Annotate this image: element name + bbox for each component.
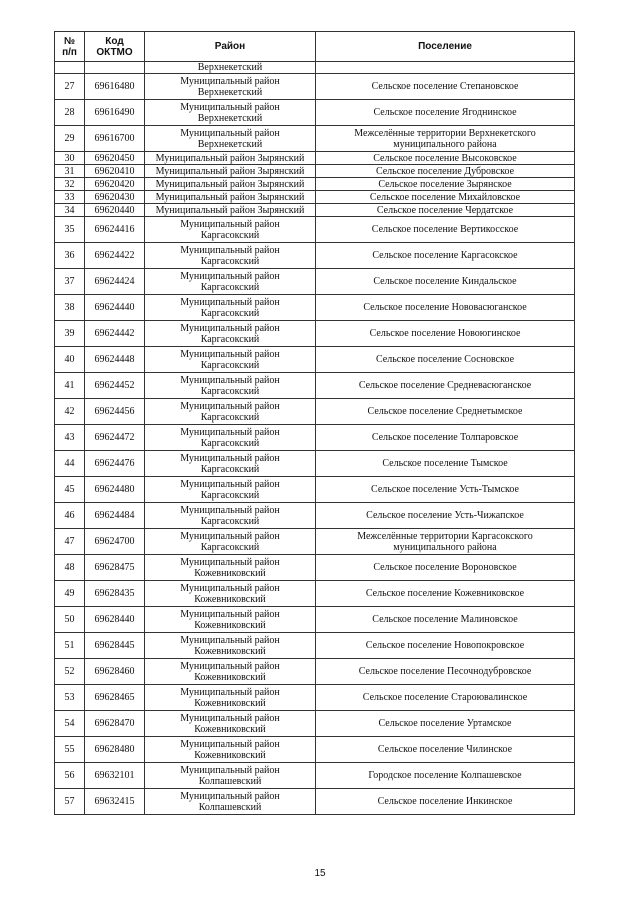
cell-code: 69628460 (85, 659, 145, 685)
cell-district: Муниципальный район Зырянский (145, 191, 316, 204)
cell-num: 39 (55, 321, 85, 347)
cell-settlement: Сельское поселение Дубровское (316, 165, 575, 178)
cell-code: 69628480 (85, 737, 145, 763)
cell-district: Муниципальный район Зырянский (145, 152, 316, 165)
table-row (55, 503, 575, 529)
cell-code: 69624456 (85, 399, 145, 425)
cell-num: 47 (55, 529, 85, 555)
cell-settlement: Сельское поселение Среднетымское (316, 399, 575, 425)
cell-code: 69624416 (85, 217, 145, 243)
table-row (55, 529, 575, 555)
cell-district: Муниципальный район Верхнекетский (145, 74, 316, 100)
table-row (55, 217, 575, 243)
cell-district: Муниципальный район Каргасокский (145, 321, 316, 347)
cell-settlement: Сельское поселение Степановское (316, 74, 575, 100)
cell-district: Муниципальный район Колпашевский (145, 789, 316, 815)
cell-code: 69624422 (85, 243, 145, 269)
cell-settlement: Городское поселение Колпашевское (316, 763, 575, 789)
table-row (55, 581, 575, 607)
cell-settlement: Сельское поселение Каргасокское (316, 243, 575, 269)
cell-num: 30 (55, 152, 85, 165)
cell-code: 69620430 (85, 191, 145, 204)
header-code: Код ОКТМО (85, 32, 145, 62)
cell-settlement: Сельское поселение Песочнодубровское (316, 659, 575, 685)
cell-code: 69624484 (85, 503, 145, 529)
cell-code: 69624476 (85, 451, 145, 477)
cell-num: 36 (55, 243, 85, 269)
table-row (55, 152, 575, 165)
cell-num: 34 (55, 204, 85, 217)
cell-district: Муниципальный район Каргасокский (145, 295, 316, 321)
cell-num: 41 (55, 373, 85, 399)
table-row (55, 477, 575, 503)
cell-code: 69616480 (85, 74, 145, 100)
cell-settlement: Сельское поселение Усть-Чижапское (316, 503, 575, 529)
cell-num: 29 (55, 126, 85, 152)
cell-code: 69624448 (85, 347, 145, 373)
cell-num: 42 (55, 399, 85, 425)
cell-district: Муниципальный район Каргасокский (145, 451, 316, 477)
cell-district: Муниципальный район Кожевниковский (145, 581, 316, 607)
cell-settlement: Сельское поселение Новопокровское (316, 633, 575, 659)
cell-num: 32 (55, 178, 85, 191)
cell-district: Муниципальный район Колпашевский (145, 763, 316, 789)
cell-district: Муниципальный район Зырянский (145, 178, 316, 191)
cell-district: Муниципальный район Кожевниковский (145, 711, 316, 737)
cell-settlement: Сельское поселение Зырянское (316, 178, 575, 191)
cell-district: Муниципальный район Каргасокский (145, 477, 316, 503)
cell-code: 69620410 (85, 165, 145, 178)
cell-code: 69628475 (85, 555, 145, 581)
cell-settlement: Сельское поселение Вертикосское (316, 217, 575, 243)
cell-settlement: Сельское поселение Чилинское (316, 737, 575, 763)
table-row (55, 763, 575, 789)
cell-settlement: Межселённые территории Верхнекетского муниципального района (316, 126, 575, 152)
table-row (55, 633, 575, 659)
cell-district: Муниципальный район Каргасокский (145, 503, 316, 529)
table-row (55, 126, 575, 152)
cell-settlement: Сельское поселение Тымское (316, 451, 575, 477)
cell-code: 69616700 (85, 126, 145, 152)
table-row (55, 451, 575, 477)
cell-settlement: Межселённые территории Каргасокского муниципального района (316, 529, 575, 555)
cell-code: 69624480 (85, 477, 145, 503)
table-row (55, 204, 575, 217)
cell-district: Муниципальный район Кожевниковский (145, 633, 316, 659)
table-row (55, 737, 575, 763)
table-row (55, 295, 575, 321)
cell-code: 69624700 (85, 529, 145, 555)
cell-district: Муниципальный район Каргасокский (145, 269, 316, 295)
cell-code: 69632101 (85, 763, 145, 789)
cell-district: Муниципальный район Каргасокский (145, 373, 316, 399)
table-row (55, 425, 575, 451)
cell-district: Муниципальный район Каргасокский (145, 529, 316, 555)
table-row (55, 321, 575, 347)
cell-district: Муниципальный район Каргасокский (145, 347, 316, 373)
cell-num: 52 (55, 659, 85, 685)
cell-num: 46 (55, 503, 85, 529)
page-number: 15 (314, 868, 326, 879)
table-row (55, 100, 575, 126)
table-row (55, 347, 575, 373)
table-row-continued (55, 62, 575, 74)
cell-code: 69628440 (85, 607, 145, 633)
cell-settlement: Сельское поселение Малиновское (316, 607, 575, 633)
cell-settlement: Сельское поселение Вороновское (316, 555, 575, 581)
cell-num: 50 (55, 607, 85, 633)
cell-code: 69628470 (85, 711, 145, 737)
table-row (55, 607, 575, 633)
table-row (55, 269, 575, 295)
cell-settlement: Сельское поселение Чердатское (316, 204, 575, 217)
table-row (55, 165, 575, 178)
cell-num: 43 (55, 425, 85, 451)
table-row (55, 74, 575, 100)
cell-settlement: Сельское поселение Сосновское (316, 347, 575, 373)
cell-settlement: Сельское поселение Усть-Тымское (316, 477, 575, 503)
cell-district: Муниципальный район Каргасокский (145, 217, 316, 243)
cell-num: 57 (55, 789, 85, 815)
table-row (55, 243, 575, 269)
cell-code: 69624472 (85, 425, 145, 451)
cell-settlement: Сельское поселение Толпаровское (316, 425, 575, 451)
cell-num (55, 62, 85, 74)
cell-code: 69624440 (85, 295, 145, 321)
cell-district: Муниципальный район Каргасокский (145, 243, 316, 269)
cell-settlement: Сельское поселение Михайловское (316, 191, 575, 204)
cell-num: 49 (55, 581, 85, 607)
cell-district: Верхнекетский (145, 62, 316, 74)
cell-code: 69620420 (85, 178, 145, 191)
oktmo-table (54, 31, 575, 815)
cell-district: Муниципальный район Каргасокский (145, 399, 316, 425)
table-row (55, 373, 575, 399)
cell-num: 37 (55, 269, 85, 295)
cell-num: 28 (55, 100, 85, 126)
header-num: № п/п (55, 32, 85, 62)
cell-district: Муниципальный район Кожевниковский (145, 607, 316, 633)
header-settlement: Поселение (316, 32, 575, 62)
cell-settlement: Сельское поселение Ягоднинское (316, 100, 575, 126)
table-body (55, 62, 575, 815)
cell-code: 69628465 (85, 685, 145, 711)
cell-settlement: Сельское поселение Новоюгинское (316, 321, 575, 347)
table-row (55, 659, 575, 685)
cell-code: 69616490 (85, 100, 145, 126)
cell-code: 69624442 (85, 321, 145, 347)
cell-settlement: Сельское поселение Староювалинское (316, 685, 575, 711)
cell-code: 69624424 (85, 269, 145, 295)
cell-num: 31 (55, 165, 85, 178)
cell-district: Муниципальный район Кожевниковский (145, 737, 316, 763)
cell-settlement: Сельское поселение Высоковское (316, 152, 575, 165)
header-district: Район (145, 32, 316, 62)
cell-num: 45 (55, 477, 85, 503)
cell-num: 44 (55, 451, 85, 477)
cell-code: 69620440 (85, 204, 145, 217)
cell-district: Муниципальный район Кожевниковский (145, 659, 316, 685)
cell-settlement: Сельское поселение Нововасюганское (316, 295, 575, 321)
cell-num: 35 (55, 217, 85, 243)
cell-num: 27 (55, 74, 85, 100)
cell-num: 55 (55, 737, 85, 763)
cell-code: 69628435 (85, 581, 145, 607)
table-row (55, 685, 575, 711)
table-row (55, 178, 575, 191)
table-row (55, 191, 575, 204)
cell-num: 51 (55, 633, 85, 659)
table-row (55, 789, 575, 815)
cell-num: 48 (55, 555, 85, 581)
cell-code: 69620450 (85, 152, 145, 165)
cell-num: 54 (55, 711, 85, 737)
table-row (55, 711, 575, 737)
table-header (55, 32, 575, 62)
cell-num: 38 (55, 295, 85, 321)
cell-code: 69632415 (85, 789, 145, 815)
cell-settlement: Сельское поселение Средневасюганское (316, 373, 575, 399)
cell-settlement: Сельское поселение Киндальское (316, 269, 575, 295)
cell-district: Муниципальный район Кожевниковский (145, 555, 316, 581)
cell-district: Муниципальный район Каргасокский (145, 425, 316, 451)
table-row (55, 399, 575, 425)
cell-settlement: Сельское поселение Кожевниковское (316, 581, 575, 607)
cell-settlement: Сельское поселение Инкинское (316, 789, 575, 815)
cell-num: 40 (55, 347, 85, 373)
cell-district: Муниципальный район Кожевниковский (145, 685, 316, 711)
table-row (55, 555, 575, 581)
cell-district: Муниципальный район Верхнекетский (145, 126, 316, 152)
cell-num: 56 (55, 763, 85, 789)
cell-district: Муниципальный район Верхнекетский (145, 100, 316, 126)
cell-district: Муниципальный район Зырянский (145, 204, 316, 217)
cell-district: Муниципальный район Зырянский (145, 165, 316, 178)
cell-code: 69624452 (85, 373, 145, 399)
cell-code: 69628445 (85, 633, 145, 659)
cell-code (85, 62, 145, 74)
cell-num: 33 (55, 191, 85, 204)
cell-settlement (316, 62, 575, 74)
cell-settlement: Сельское поселение Уртамское (316, 711, 575, 737)
cell-num: 53 (55, 685, 85, 711)
